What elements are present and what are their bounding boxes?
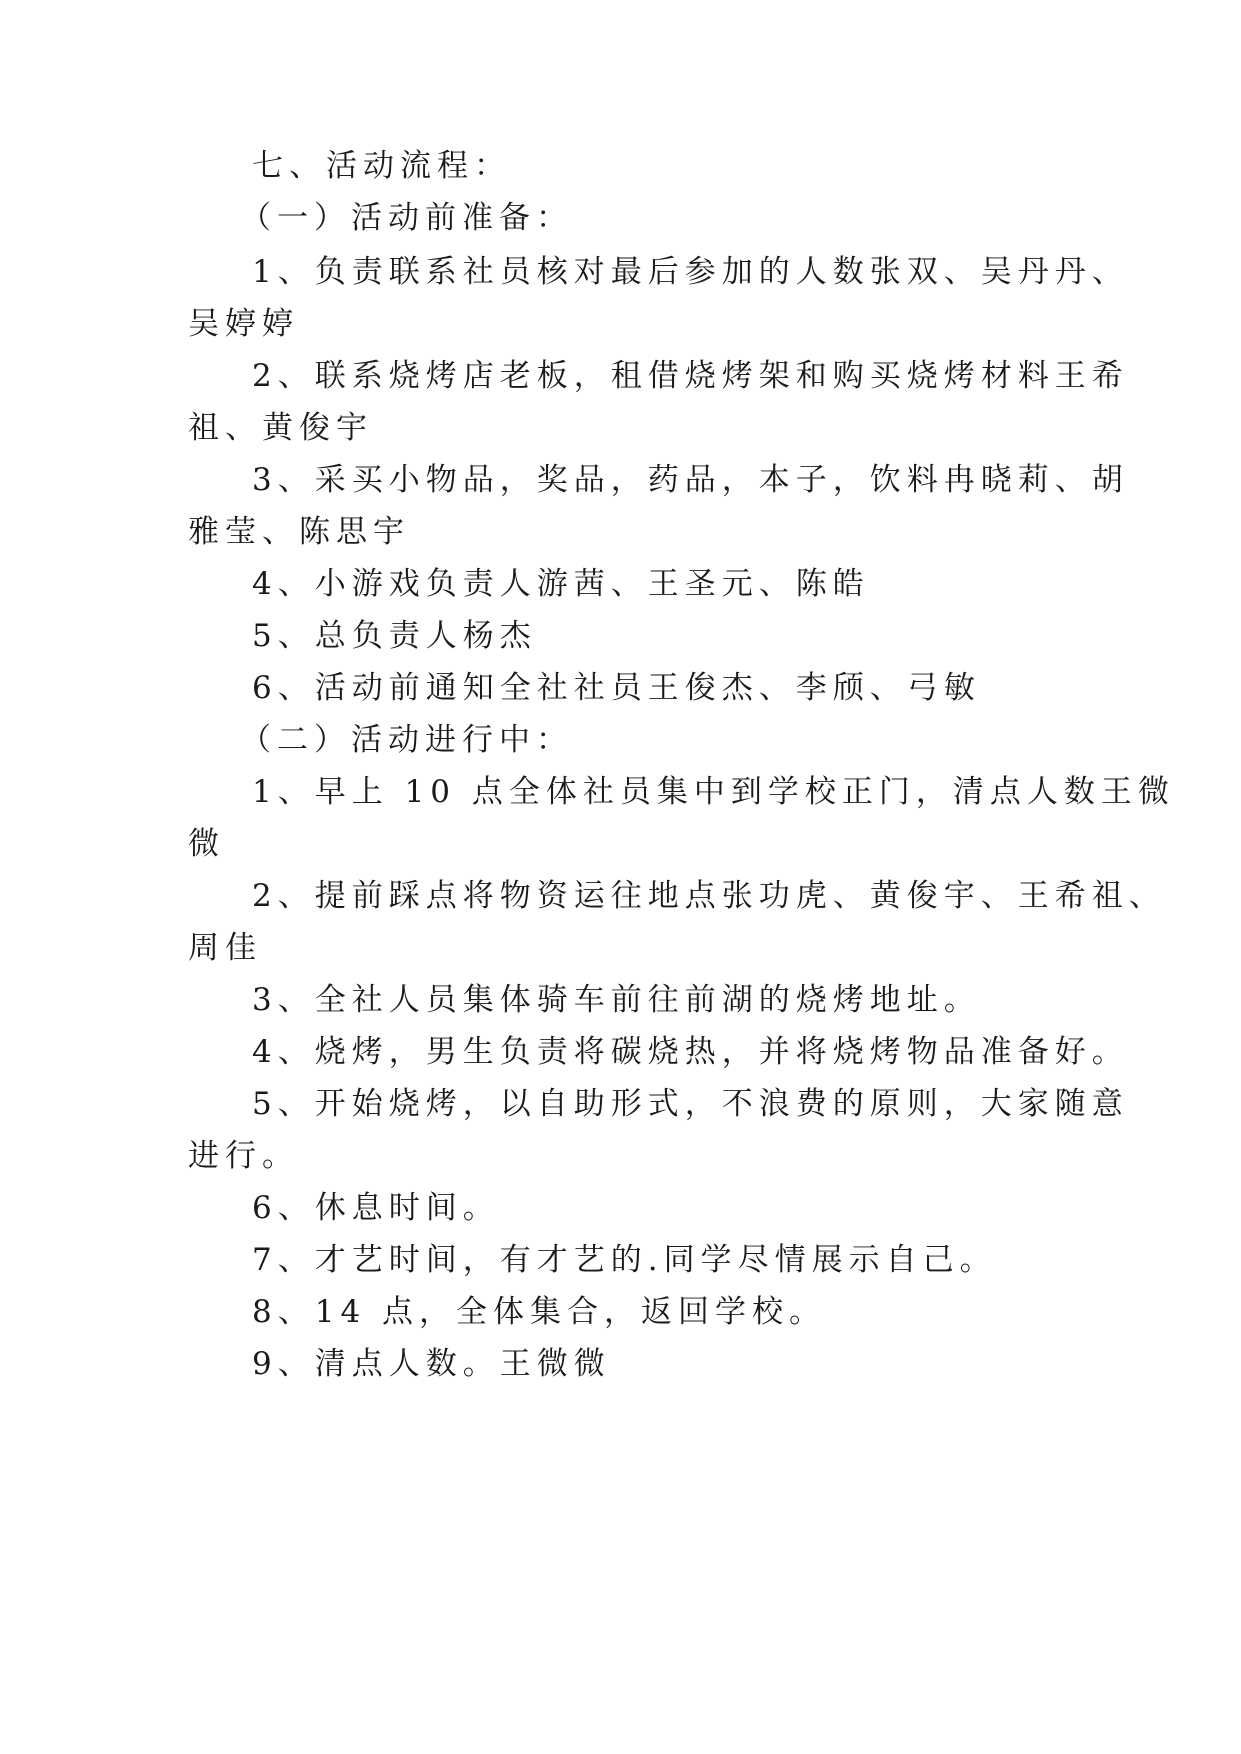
list-item-continuation: 微 xyxy=(188,826,225,862)
list-item: 3、全社人员集体骑车前往前湖的烧烤地址。 xyxy=(252,982,981,1018)
list-item: 7、才艺时间，有才艺的.同学尽情展示自己。 xyxy=(252,1242,997,1278)
subsection-title-1: （一）活动前准备： xyxy=(240,200,573,236)
list-item: 1、负责联系社员核对最后参加的人数张双、吴丹丹、 xyxy=(252,254,1129,290)
list-item: 2、联系烧烤店老板，租借烧烤架和购买烧烤材料王希 xyxy=(252,358,1129,394)
list-item: 2、提前踩点将物资运往地点张功虎、黄俊宇、王希祖、 xyxy=(252,878,1166,914)
list-item: 1、早上 10 点全体社员集中到学校正门，清点人数王微 xyxy=(252,774,1175,810)
list-item-continuation: 周佳 xyxy=(188,930,262,966)
list-item: 5、总负责人杨杰 xyxy=(252,618,537,654)
list-item-continuation: 吴婷婷 xyxy=(188,306,299,342)
list-item: 3、采买小物品，奖品，药品，本子，饮料冉晓莉、胡 xyxy=(252,462,1129,498)
list-item: 5、开始烧烤，以自助形式，不浪费的原则，大家随意 xyxy=(252,1086,1129,1122)
list-item: 6、休息时间。 xyxy=(252,1190,500,1226)
subsection-title-2: （二）活动进行中： xyxy=(240,722,573,758)
list-item-continuation: 进行。 xyxy=(188,1138,299,1174)
list-item: 8、14 点，全体集合，返回学校。 xyxy=(252,1294,827,1330)
list-item: 6、活动前通知全社社员王俊杰、李颀、弓敏 xyxy=(252,670,981,706)
list-item: 4、小游戏负责人游茜、王圣元、陈皓 xyxy=(252,566,870,602)
list-item: 4、烧烤，男生负责将碳烧热，并将烧烤物品准备好。 xyxy=(252,1034,1129,1070)
list-item-continuation: 祖、黄俊宇 xyxy=(188,410,373,446)
section-heading: 七、活动流程： xyxy=(252,148,511,184)
list-item-continuation: 雅莹、陈思宇 xyxy=(188,514,410,550)
list-item: 9、清点人数。王微微 xyxy=(252,1346,611,1382)
